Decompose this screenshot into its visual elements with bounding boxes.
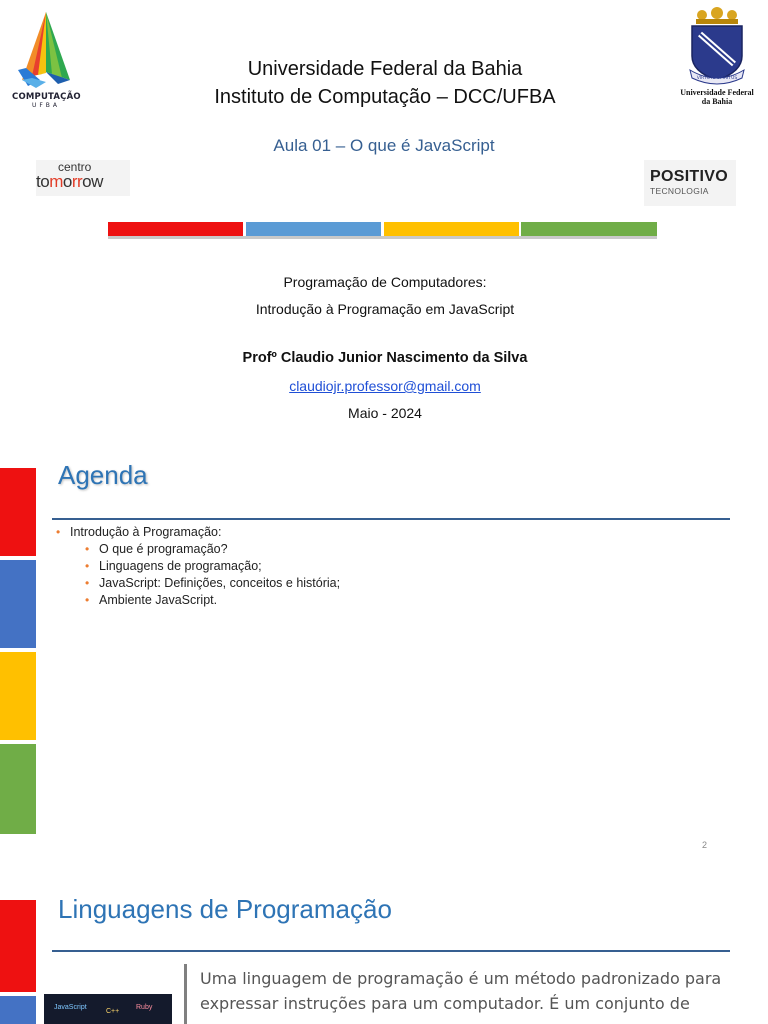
- agenda-item-text: Ambiente JavaScript.: [99, 593, 218, 607]
- agenda-subitem: [56, 558, 716, 575]
- side-strip-red: [0, 468, 36, 556]
- ufba-caption: UFBA: [31, 102, 61, 109]
- professor-name: Profº Claudio Junior Nascimento da Silva: [242, 350, 528, 366]
- side-strip-red: [0, 900, 36, 992]
- agenda-item-text: Introdução à Programação:: [70, 525, 222, 539]
- positivo-logo-sub: TECNOLOGIA: [650, 186, 709, 196]
- side-strip-blue: [0, 996, 36, 1024]
- course-subtitle: Introdução à Programação em JavaScript: [255, 301, 515, 317]
- centro-tomorrow-logo: [36, 160, 130, 196]
- seal-motto: VIRTUTE SPIRITUS: [696, 76, 738, 81]
- seal-caption-line1: Universidade Federal: [680, 88, 754, 97]
- languages-title: Linguagens de Programação: [58, 894, 392, 924]
- color-bar-green: [521, 222, 657, 236]
- agenda-item-text: JavaScript: Definições, conceitos e história;: [99, 576, 341, 590]
- bullet-icon: •: [85, 559, 90, 573]
- color-bar-blue: [246, 222, 381, 236]
- agenda-item-text: O que é programação?: [99, 542, 228, 556]
- quote-bar: [184, 964, 187, 1024]
- agenda-subitem: [56, 575, 716, 592]
- side-strip-green: [0, 744, 36, 834]
- color-bar-red: [108, 222, 243, 236]
- ufba-seal-logo: [672, 6, 762, 116]
- agenda-subitem: [56, 541, 716, 558]
- languages-slide: [0, 864, 768, 1024]
- languages-illustration: [44, 994, 172, 1024]
- title-rule: [52, 518, 730, 520]
- side-strip-yellow: [0, 652, 36, 740]
- title-rule: [52, 950, 730, 952]
- image-label: JavaScript: [54, 1004, 87, 1011]
- ufba-crest-icon: [682, 6, 752, 88]
- color-bar-yellow: [384, 222, 519, 236]
- bullet-icon: •: [85, 542, 90, 556]
- agenda-title: Agenda: [58, 460, 148, 490]
- lesson-title: Aula 01 – O que é JavaScript: [273, 136, 495, 155]
- tomorrow-logo-word-tomorrow: tomorrow: [36, 172, 103, 191]
- colorful-sail-icon: [12, 10, 80, 92]
- side-strip-blue: [0, 560, 36, 648]
- image-label: C++: [106, 1008, 120, 1015]
- color-bar-shadow: [108, 236, 657, 239]
- course-title: Programação de Computadores:: [283, 274, 487, 290]
- positivo-tecnologia-logo: [644, 160, 736, 206]
- agenda-slide: [0, 432, 768, 864]
- languages-definition: [200, 966, 730, 1016]
- agenda-item-text: Linguagens de programação;: [99, 559, 262, 573]
- definition-line: Uma linguagem de programação é um método padronizado para: [200, 969, 722, 988]
- institute-name: Instituto de Computação – DCC/UFBA: [214, 86, 556, 108]
- professor-email-link[interactable]: claudiojr.professor@gmail.com: [289, 378, 481, 394]
- computacao-caption: COMPUTAÇÃO: [12, 92, 81, 102]
- lesson-date: Maio - 2024: [348, 405, 422, 421]
- computacao-ufba-logo: [12, 10, 80, 114]
- page-number: 2: [702, 840, 708, 850]
- agenda-list: [56, 524, 716, 609]
- bullet-icon: •: [85, 593, 90, 607]
- tomorrow-logo-word-centro: centro: [58, 160, 92, 174]
- positivo-logo-name: POSITIVO: [650, 168, 728, 185]
- definition-line: expressar instruções para um computador. É um conjunto de: [200, 994, 690, 1013]
- image-label: Ruby: [136, 1004, 153, 1011]
- agenda-subitem: [56, 592, 716, 609]
- agenda-item: [56, 524, 716, 541]
- university-name: Universidade Federal da Bahia: [247, 58, 523, 80]
- seal-caption-line2: da Bahia: [701, 97, 733, 106]
- bullet-icon: •: [85, 576, 90, 590]
- title-slide: [0, 0, 768, 432]
- bullet-icon: •: [56, 525, 61, 539]
